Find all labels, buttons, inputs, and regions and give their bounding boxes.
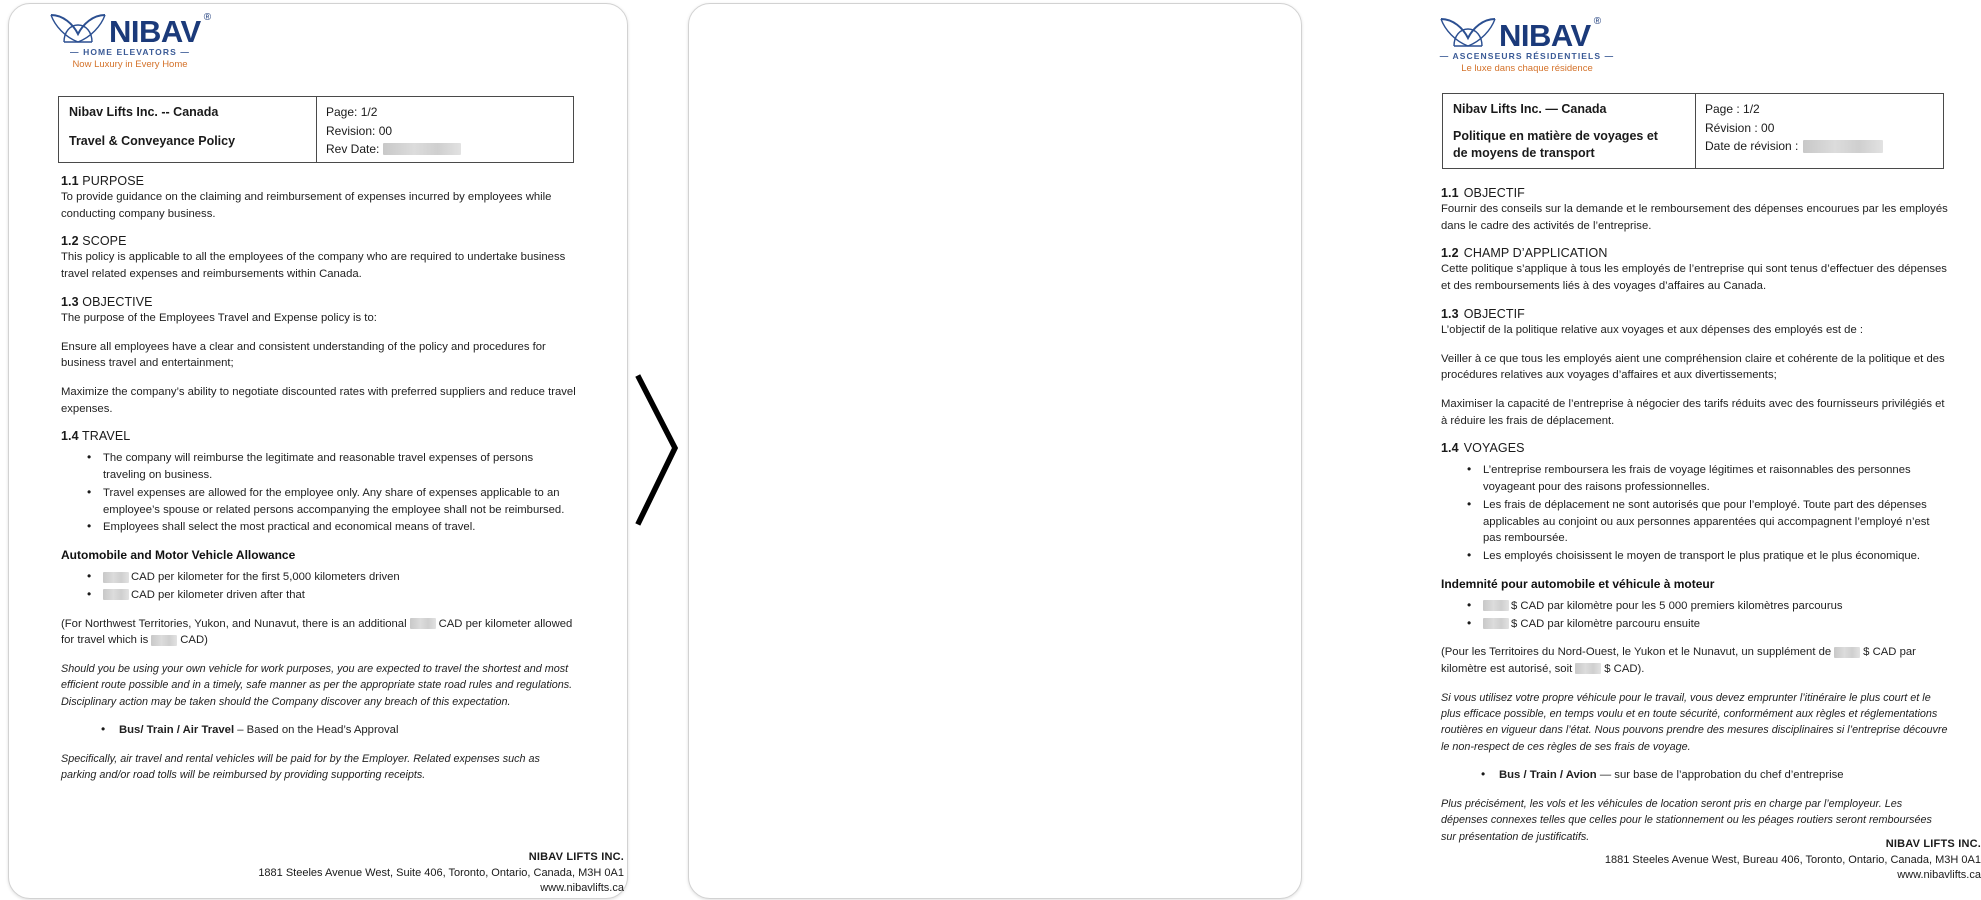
header-document-title-line1: Politique en matière de voyages et — [1453, 128, 1658, 143]
allowance-bullet-list — [61, 569, 577, 603]
nibav-logo-english — [49, 11, 211, 70]
document-body-french — [1441, 186, 1949, 857]
paragraph-1-3-a: Veiller à ce que tous les employés aient une compréhension claire et cohérente de la politique et des procédures relatives aux voyages d’affaires et aux divertissements; — [1441, 352, 1945, 382]
document-header-table-english — [58, 96, 574, 163]
header-page-label: Page: 1/2 — [326, 105, 378, 119]
footer-website[interactable]: www.nibavlifts.ca — [540, 882, 624, 895]
header-cell-title — [59, 97, 317, 162]
list-item: • $ CAD par kilomètre parcouru ensuite — [1483, 616, 1949, 633]
list-item: • $ CAD par kilomètre pour les 5 000 premiers kilomètres parcourus — [1483, 598, 1949, 615]
header-document-title-line2: de moyens de transport — [1453, 145, 1595, 160]
paragraph-specifically: Plus précisément, les vols et les véhicules de location seront pris en charge par l’employeur. Les dépenses connexes telles que celles pour le stationnement ou les péages routiers seront remboursées sur présentation de justificatifs. — [1441, 798, 1932, 843]
header-rev-date-label: Rev Date: — [326, 142, 380, 157]
heading-1-2: 1.2 CHAMP D’APPLICATION — [1441, 246, 1608, 261]
logo-row — [49, 11, 211, 49]
header-revision-label: Revision: 00 — [326, 123, 393, 138]
logo-tagline: Le luxe dans chaque résidence — [1461, 63, 1593, 74]
paragraph-specifically: Specifically, air travel and rental vehicles will be paid for by the Employer. Related expenses such as parking and/or road tolls will be reimbursed by providing supporting receipts. — [61, 752, 540, 782]
logo-row — [1439, 15, 1615, 53]
header-document-title: Travel & Conveyance Policy — [69, 133, 236, 148]
footer-website[interactable]: www.nibavlifts.ca — [1897, 869, 1981, 882]
redacted-rev-date — [1803, 140, 1883, 153]
footer-company: NIBAV LIFTS INC. — [528, 851, 624, 863]
bus-train-air-list — [1441, 767, 1949, 784]
logo-wordmark — [109, 11, 211, 49]
header-rev-date-row — [326, 140, 564, 159]
bus-train-air-list — [61, 722, 577, 739]
logo-wordmark-text: NIBAV — [109, 13, 201, 49]
logo-subtitle: — HOME ELEVATORS — — [70, 47, 190, 57]
paragraph-territories: (Pour les Territoires du Nord-Ouest, le Yukon et le Nunavut, un supplément de $ CAD par kilomètre est autorisé, soit $ CAD). — [1441, 646, 1916, 675]
header-company-name: Nibav Lifts Inc. — Canada — [1453, 102, 1607, 116]
redacted-territory-rate-2 — [151, 635, 177, 646]
list-item: • L’entreprise remboursera les frais de voyage légitimes et raisonnables des personnes voyageant pour des raisons professionnelles. — [1483, 462, 1949, 495]
nibav-arch-icon — [1439, 16, 1497, 50]
header-rev-date-label: Date de révision : — [1705, 139, 1799, 154]
heading-automobile-allowance: Indemnité pour automobile et véhicule à moteur — [1441, 576, 1715, 591]
redacted-rate-2 — [103, 589, 129, 600]
document-card-french[interactable] — [688, 3, 1981, 899]
list-item: • Les frais de déplacement ne sont autorisés que pour l’employé. Toute part des dépenses applicables au conjoint ou aux personnes apparentées qui accompagnent l’employé n’est pas remboursée. — [1483, 497, 1949, 547]
travel-bullet-list — [61, 450, 577, 536]
paragraph-1-3-a: Ensure all employees have a clear and consistent understanding of the policy and procedures for business travel and entertainment; — [61, 340, 546, 370]
logo-subtitle: — ASCENSEURS RÉSIDENTIELS — — [1439, 51, 1615, 61]
redacted-rev-date — [383, 143, 461, 155]
heading-1-2: 1.2 SCOPE — [61, 234, 127, 249]
paragraph-territories: (For Northwest Territories, Yukon, and Nunavut, there is an additional CAD per kilometer allowed for travel which is CAD) — [61, 617, 573, 647]
nibav-logo-french — [1439, 16, 1615, 74]
list-item: • CAD per kilometer for the first 5,000 kilometers driven — [103, 569, 577, 586]
paragraph-1-3-b: Maximize the company’s ability to negotiate discounted rates with preferred suppliers and reduce travel expenses. — [61, 386, 576, 415]
redacted-rate-1 — [1483, 600, 1509, 611]
registered-mark-icon: ® — [203, 11, 211, 23]
heading-1-4: 1.4 VOYAGES — [1441, 441, 1525, 456]
logo-tagline: Now Luxury in Every Home — [72, 59, 188, 70]
heading-1-3: 1.3 OBJECTIVE — [61, 294, 153, 309]
footer-address: 1881 Steeles Avenue West, Suite 406, Toronto, Ontario, Canada, M3H 0A1 — [258, 866, 624, 879]
list-item: • Les employés choisissent le moyen de transport le plus pratique et le plus économique. — [1483, 548, 1949, 565]
redacted-rate-1 — [103, 572, 129, 583]
redacted-territory-rate-1 — [1834, 647, 1860, 658]
nibav-arch-icon — [49, 12, 107, 46]
list-item: • Bus/ Train / Air Travel – Based on the Head’s Approval — [119, 722, 577, 739]
heading-automobile-allowance: Automobile and Motor Vehicle Allowance — [61, 548, 296, 563]
footer-company: NIBAV LIFTS INC. — [1885, 838, 1981, 850]
transition-arrow-icon — [630, 370, 686, 535]
heading-1-1: 1.1 OBJECTIF — [1441, 186, 1525, 200]
document-card-english[interactable] — [8, 3, 628, 899]
page-footer-english — [159, 850, 624, 897]
paragraph-1-2: Cette politique s’applique à tous les employés de l’entreprise qui sont tenus d’effectuer des dépenses et des remboursements liés à des voyages d’affaires au Canada. — [1441, 263, 1947, 293]
redacted-territory-rate-2 — [1575, 663, 1601, 674]
list-item: • The company will reimburse the legitimate and reasonable travel expenses of persons traveling on business. — [103, 450, 577, 483]
header-revision-label: Révision : 00 — [1705, 120, 1775, 135]
allowance-bullet-list — [1441, 598, 1949, 632]
logo-wordmark — [1499, 15, 1601, 53]
document-header-table-french — [1442, 93, 1944, 169]
paragraph-1-3-b: Maximiser la capacité de l’entreprise à négocier des tarifs réduits avec des fournisseurs privilégiés et à réduire les frais de déplacement. — [1441, 398, 1945, 427]
heading-1-3: 1.3 OBJECTIF — [1441, 306, 1525, 321]
header-cell-meta — [317, 97, 573, 162]
paragraph-1-2: This policy is applicable to all the employees of the company who are required to undertake business travel related expenses and reimbursements within Canada. — [61, 251, 566, 281]
page-footer-french — [1519, 837, 1981, 884]
header-company-name: Nibav Lifts Inc. -- Canada — [69, 105, 219, 119]
paragraph-own-vehicle: Should you be using your own vehicle for work purposes, you are expected to travel the shortest and most efficient route possible and in a timely, safe manner as per the appropriate state road rules and regulations. Disciplinary action may be taken should the Company discover any breach of this expectation. — [61, 662, 573, 708]
document-body-english — [61, 174, 577, 796]
redacted-rate-2 — [1483, 618, 1509, 629]
redacted-territory-rate-1 — [410, 618, 436, 629]
list-item: • CAD per kilometer driven after that — [103, 587, 577, 604]
paragraph-own-vehicle: Si vous utilisez votre propre véhicule pour le travail, vous devez emprunter l’itinéraire le plus court et le plus efficace possible, en temps voulu et en toute sécurité, conformément aux règles et réglementations routières en vigueur dans l’état. Nous pouvons prendre des mesures disciplinaires si l’entreprise découvre le non-respect de ces règles de ses frais de voyage. — [1441, 691, 1948, 753]
list-item: • Employees shall select the most practical and economical means of travel. — [103, 519, 577, 536]
footer-address: 1881 Steeles Avenue West, Bureau 406, Toronto, Ontario, Canada, M3H 0A1 — [1604, 853, 1981, 866]
header-cell-title — [1443, 94, 1696, 168]
list-item: • Travel expenses are allowed for the employee only. Any share of expenses applicable to an employee’s spouse or related persons accompanying the employee shall not be reimbursed. — [103, 485, 577, 518]
header-cell-meta — [1696, 94, 1943, 168]
paragraph-1-3-intro: L’objectif de la politique relative aux voyages et aux dépenses des employés est de : — [1441, 323, 1864, 336]
logo-wordmark-text: NIBAV — [1499, 17, 1591, 53]
page-french — [689, 4, 1981, 898]
list-item: • Bus / Train / Avion — sur base de l’approbation du chef d’entreprise — [1499, 767, 1949, 784]
registered-mark-icon: ® — [1593, 15, 1601, 27]
paragraph-1-3-intro: The purpose of the Employees Travel and Expense policy is to: — [61, 311, 377, 324]
header-page-label: Page : 1/2 — [1705, 102, 1760, 116]
heading-1-4: 1.4 TRAVEL — [61, 429, 131, 444]
page-english — [9, 4, 627, 898]
travel-bullet-list — [1441, 462, 1949, 564]
paragraph-1-1: To provide guidance on the claiming and reimbursement of expenses incurred by employees while conducting company business. — [61, 191, 552, 220]
heading-1-1: 1.1 PURPOSE — [61, 174, 145, 188]
paragraph-1-1: Fournir des conseils sur la demande et le remboursement des dépenses encourues par les employés dans le cadre des activités de l’entreprise. — [1441, 203, 1948, 232]
header-rev-date-row — [1705, 137, 1934, 156]
